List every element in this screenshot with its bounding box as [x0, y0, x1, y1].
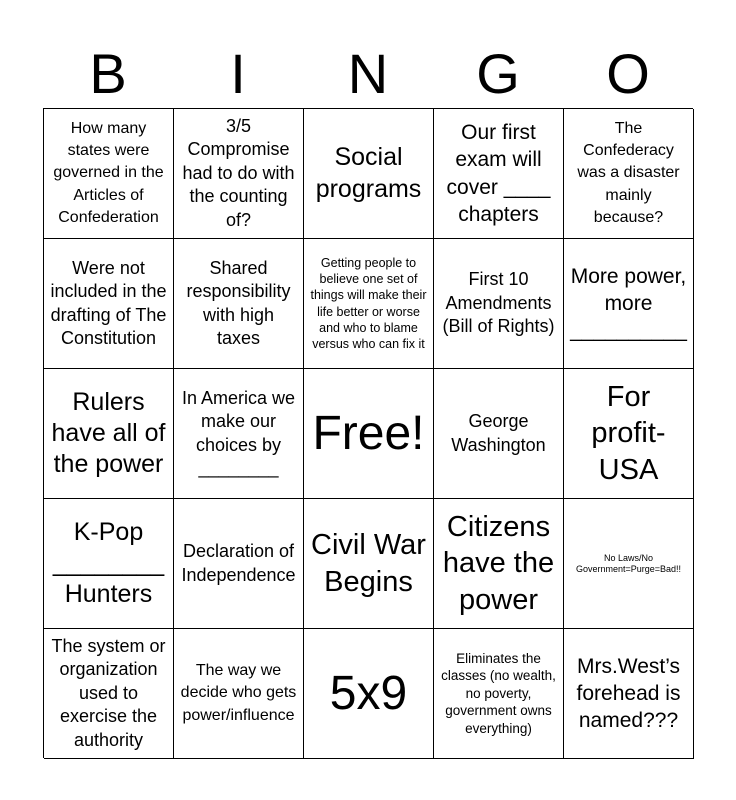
bingo-cell-r5c5[interactable]: Mrs.West’s forehead is named???: [564, 629, 694, 759]
bingo-cell-r3c4[interactable]: George Washington: [434, 369, 564, 499]
bingo-cell-free[interactable]: Free!: [304, 369, 434, 499]
bingo-cell-r4c4[interactable]: Citizens have the power: [434, 499, 564, 629]
bingo-cell-r3c1[interactable]: Rulers have all of the power: [44, 369, 174, 499]
bingo-cell-r1c3[interactable]: Social programs: [304, 109, 434, 239]
bingo-board: [43, 108, 693, 758]
bingo-cell-r2c1[interactable]: Were not included in the drafting of The Constitution: [44, 239, 174, 369]
bingo-cell-r4c5[interactable]: No Laws/No Government=Purge=Bad!!: [564, 499, 694, 629]
bingo-cell-r4c1[interactable]: K-Pop ________ Hunters: [44, 499, 174, 629]
header-letter-b: B: [89, 42, 127, 105]
bingo-cell-r1c1[interactable]: How many states were governed in the Articles of Confederation: [44, 109, 174, 239]
bingo-cell-r4c3[interactable]: Civil War Begins: [304, 499, 434, 629]
bingo-cell-r5c1[interactable]: The system or organization used to exercise the authority: [44, 629, 174, 759]
header-letter-n: N: [347, 42, 389, 105]
bingo-cell-r3c5[interactable]: For profit-USA: [564, 369, 694, 499]
bingo-cell-r5c4[interactable]: Eliminates the classes (no wealth, no poverty, government owns everything): [434, 629, 564, 759]
bingo-cell-r2c3[interactable]: Getting people to believe one set of things will make their life better or worse and who to blame versus who can fix it: [304, 239, 434, 369]
bingo-cell-r5c3[interactable]: 5x9: [304, 629, 434, 759]
bingo-header: [43, 40, 693, 108]
bingo-cell-r1c2[interactable]: 3/5 Compromise had to do with the counting of?: [174, 109, 304, 239]
header-letter-i: I: [230, 42, 246, 105]
bingo-cell-r2c5[interactable]: More power, more __________: [564, 239, 694, 369]
header-letter-g: G: [476, 42, 520, 105]
bingo-cell-r2c4[interactable]: First 10 Amendments (Bill of Rights): [434, 239, 564, 369]
bingo-cell-r3c2[interactable]: In America we make our choices by ________: [174, 369, 304, 499]
bingo-cell-r1c5[interactable]: The Confederacy was a disaster mainly because?: [564, 109, 694, 239]
bingo-cell-r4c2[interactable]: Declaration of Independence: [174, 499, 304, 629]
bingo-cell-r5c2[interactable]: The way we decide who gets power/influence: [174, 629, 304, 759]
bingo-cell-r1c4[interactable]: Our first exam will cover ____ chapters: [434, 109, 564, 239]
bingo-cell-r2c2[interactable]: Shared responsibility with high taxes: [174, 239, 304, 369]
header-letter-o: O: [606, 42, 650, 105]
